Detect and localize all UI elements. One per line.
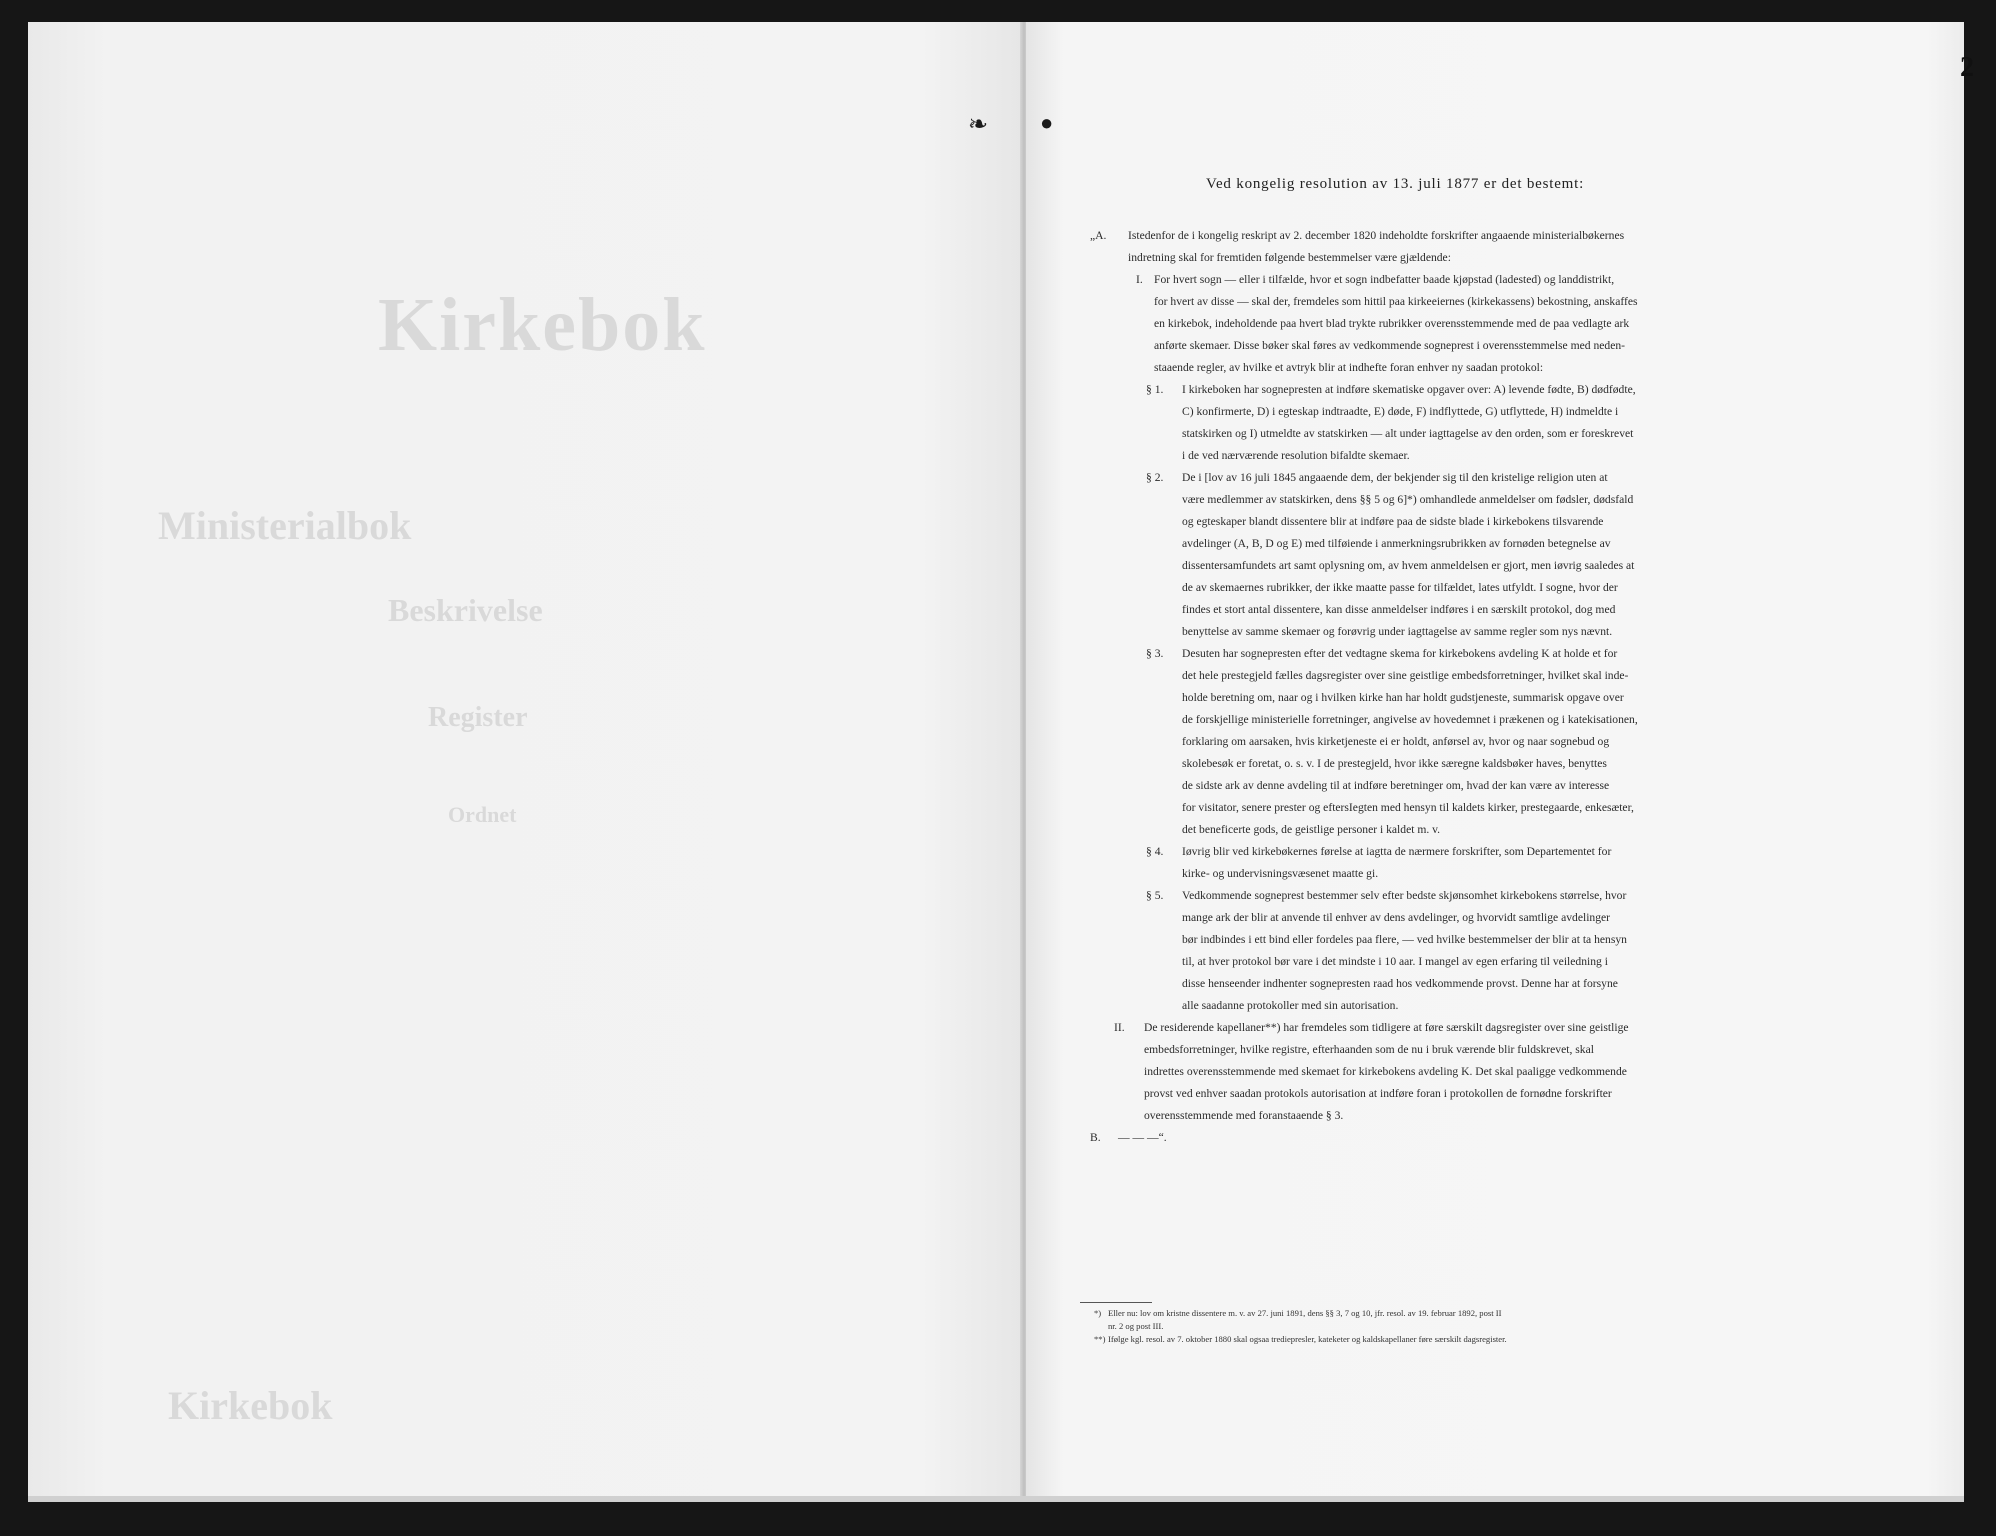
line-text: anførte skemaer. Disse bøker skal føres av vedkommende sogneprest i overensstemmelse med neden- bbox=[1154, 339, 1626, 352]
text-line bbox=[1090, 1105, 1850, 1127]
text-line bbox=[1090, 1039, 1850, 1061]
line-text: og egteskaper blandt dissentere blir at indføre paa de sidste blade i kirkebokens tilsvarende bbox=[1182, 515, 1604, 528]
line-text: være medlemmer av statskirken, dens §§ 5 og 6]*) omhandlede anmeldelser om fødsler, dødsfald bbox=[1182, 493, 1634, 506]
text-line bbox=[1090, 225, 1850, 247]
footnote-line bbox=[1094, 1307, 1828, 1320]
line-text: Desuten har sognepresten efter det vedtagne skema for kirkebokens avdeling K at holde et for bbox=[1182, 647, 1618, 660]
line-text: statskirken og I) utmeldte av statskirken — alt under iagttagelse av den orden, som er foreskrevet bbox=[1182, 427, 1634, 440]
text-line bbox=[1090, 555, 1850, 577]
text-line bbox=[1090, 643, 1850, 665]
text-line bbox=[1090, 709, 1850, 731]
line-text: for visitator, senere prester og eftersIegten med hensyn til kaldets kirker, prestegaarde, enkesæter, bbox=[1182, 801, 1634, 814]
line-marker: § 3. bbox=[1146, 647, 1164, 660]
text-line bbox=[1090, 885, 1850, 907]
showthrough-text: Kirkebok bbox=[168, 1383, 333, 1428]
line-text: det beneficerte gods, de geistlige personer i kaldet m. v. bbox=[1182, 823, 1441, 836]
text-line bbox=[1090, 467, 1850, 489]
text-line bbox=[1090, 753, 1850, 775]
footnote-text: nr. 2 og post III. bbox=[1108, 1321, 1164, 1331]
text-line bbox=[1090, 423, 1850, 445]
text-line bbox=[1090, 291, 1850, 313]
line-text: i de ved nærværende resolution bifaldte skemaer. bbox=[1182, 449, 1410, 462]
ornament-dot-icon: ● bbox=[1040, 110, 1054, 135]
line-text: For hvert sogn — eller i tilfælde, hvor et sogn indbefatter baade kjøpstad (ladested) og landdistrikt, bbox=[1154, 273, 1615, 286]
line-text: staaende regler, av hvilke et avtryk blir at indhefte foran enhver ny saadan protokol: bbox=[1154, 361, 1544, 374]
line-text: det hele prestegjeld fælles dagsregister over sine geistlige embedsforretninger, hvilket skal inde- bbox=[1182, 669, 1629, 682]
line-text: de sidste ark av denne avdeling til at indføre beretninger om, hvad der kan være av interesse bbox=[1182, 779, 1610, 792]
line-text: Iøvrig blir ved kirkebøkernes førelse at iagtta de nærmere forskrifter, som Departementet for bbox=[1182, 845, 1612, 858]
footnote-text: Ifølge kgl. resol. av 7. oktober 1880 skal ogsaa trediepresler, kateketer og kaldskapellaner føre særskilt dagsregister. bbox=[1108, 1334, 1507, 1344]
text-line bbox=[1090, 599, 1850, 621]
showthrough-text: Ministerialbok bbox=[158, 503, 412, 548]
text-line bbox=[1090, 1083, 1850, 1105]
text-line bbox=[1090, 357, 1850, 379]
line-text: holde beretning om, naar og i hvilken kirke han har holdt gudstjeneste, summarisk opgave over bbox=[1182, 691, 1624, 704]
line-text: findes et stort antal dissentere, kan disse anmeldelser indføres i en særskilt protokol, dog med bbox=[1182, 603, 1616, 616]
text-line bbox=[1090, 731, 1850, 753]
text-line bbox=[1090, 445, 1850, 467]
line-marker: § 4. bbox=[1146, 845, 1164, 858]
line-marker: II. bbox=[1114, 1021, 1125, 1034]
text-line bbox=[1090, 951, 1850, 973]
document-heading: Ved kongelig resolution av 13. juli 1877 er det bestemt: bbox=[1206, 176, 1585, 192]
text-line bbox=[1090, 1127, 1850, 1149]
text-line bbox=[1090, 313, 1850, 335]
page-number: 2 bbox=[1960, 52, 1974, 83]
line-text: dissentersamfundets art samt oplysning om, av hvem anmeldelsen er gjort, men iøvrig saaledes at bbox=[1182, 559, 1635, 572]
line-marker: § 1. bbox=[1146, 383, 1164, 396]
text-line bbox=[1090, 797, 1850, 819]
line-text: mange ark der blir at anvende til enhver av dens avdelinger, og hvorvidt samtlige avdelinger bbox=[1182, 911, 1611, 924]
text-line bbox=[1090, 1061, 1850, 1083]
left-page bbox=[28, 22, 1022, 1502]
line-text: embedsforretninger, hvilke registre, efterhaanden som de nu i bruk værende blir fuldskrevet, skal bbox=[1144, 1043, 1594, 1056]
text-line bbox=[1090, 269, 1850, 291]
showthrough-text: Kirkebok bbox=[378, 283, 707, 367]
line-text: indretning skal for fremtiden følgende bestemmelser være gjældende: bbox=[1128, 251, 1451, 264]
line-marker: § 2. bbox=[1146, 471, 1164, 484]
line-text: alle saadanne protokoller med sin autorisation. bbox=[1182, 999, 1399, 1012]
text-line bbox=[1090, 401, 1850, 423]
regulation-text bbox=[1090, 225, 1850, 1149]
footnote-marker: *) bbox=[1094, 1308, 1102, 1318]
text-line bbox=[1090, 511, 1850, 533]
line-text: de forskjellige ministerielle forretninger, angivelse av hovedemnet i prækenen og i katekisationen, bbox=[1182, 713, 1638, 726]
line-text: Istedenfor de i kongelig reskript av 2. december 1820 indeholdte forskrifter angaaende ministerialbøkernes bbox=[1128, 229, 1625, 242]
text-line bbox=[1090, 335, 1850, 357]
showthrough-text: Beskrivelse bbox=[388, 592, 543, 628]
ornament-flourish-icon: ❧ bbox=[968, 112, 989, 138]
line-text: C) konfirmerte, D) i egteskap indtraadte, E) døde, F) indflyttede, G) utflyttede, H) indmeldte i bbox=[1182, 405, 1619, 418]
line-text: — — —“. bbox=[1118, 1131, 1167, 1144]
line-text: avdelinger (A, B, D og E) med tilføiende i anmerkningsrubrikken av fornøden betegnelse av bbox=[1182, 537, 1611, 550]
footnotes bbox=[1094, 1307, 1828, 1346]
line-text: bør indbindes i ett bind eller fordeles paa flere, — ved hvilke bestemmelser der blir at ta hensyn bbox=[1182, 933, 1627, 946]
text-line bbox=[1090, 841, 1850, 863]
text-line bbox=[1090, 665, 1850, 687]
text-line bbox=[1090, 489, 1850, 511]
text-line bbox=[1090, 929, 1850, 951]
footnote-marker: **) bbox=[1094, 1334, 1106, 1344]
line-marker: „A. bbox=[1090, 229, 1107, 242]
line-text: overensstemmende med foranstaaende § 3. bbox=[1144, 1109, 1344, 1122]
line-text: De residerende kapellaner**) har fremdeles som tidligere at føre særskilt dagsregister over sine geistlige bbox=[1144, 1021, 1629, 1034]
line-text: forklaring om aarsaken, hvis kirketjeneste ei er holdt, anførsel av, hvor og naar sognebud og bbox=[1182, 735, 1610, 748]
text-line bbox=[1090, 247, 1850, 269]
line-text: til, at hver protokol bør vare i det mindste i 10 aar. I mangel av egen erfaring til veiledning i bbox=[1182, 955, 1608, 968]
footnote-divider bbox=[1080, 1302, 1152, 1303]
footnote-line bbox=[1108, 1320, 1828, 1333]
line-text: provst ved enhver saadan protokols autorisation at indføre foran i protokollen de fornødne forskrifter bbox=[1144, 1087, 1612, 1100]
text-line bbox=[1090, 687, 1850, 709]
line-text: Vedkommende sogneprest bestemmer selv efter bedste skjønsomhet kirkebokens størrelse, hvor bbox=[1182, 889, 1627, 902]
line-text: I kirkeboken har sognepresten at indføre skematiske opgaver over: A) levende fødte, B) dødfødte, bbox=[1182, 383, 1636, 396]
text-line bbox=[1090, 863, 1850, 885]
text-line bbox=[1090, 1017, 1850, 1039]
line-text: de av skemaernes rubrikker, der ikke maatte passe for tilfældet, lates utfyldt. I sogne, hvor der bbox=[1182, 581, 1618, 594]
showthrough-text: Ordnet bbox=[448, 802, 517, 827]
page-bottom-edge bbox=[28, 1496, 1964, 1502]
text-line bbox=[1090, 621, 1850, 643]
line-text: benyttelse av samme skemaer og forøvrig under iagttagelse av samme regler som nys nævnt. bbox=[1182, 625, 1613, 638]
line-text: for hvert av disse — skal der, fremdeles som hittil paa kirkeeiernes (kirkekassens) bekostning, anskaffes bbox=[1154, 295, 1638, 308]
line-text: skolebesøk er foretat, o. s. v. I de prestegjeld, hvor ikke særegne kaldsbøker haves, benyttes bbox=[1182, 757, 1607, 770]
line-text: indrettes overensstemmende med skemaet for kirkebokens avdeling K. Det skal paaligge vedkommende bbox=[1144, 1065, 1627, 1078]
showthrough-text: Register bbox=[428, 702, 528, 733]
text-line bbox=[1090, 973, 1850, 995]
line-marker: B. bbox=[1090, 1131, 1101, 1144]
text-line bbox=[1090, 907, 1850, 929]
line-marker: I. bbox=[1136, 273, 1143, 286]
text-line bbox=[1090, 379, 1850, 401]
text-line bbox=[1090, 819, 1850, 841]
line-text: en kirkebok, indeholdende paa hvert blad trykte rubrikker overensstemmende med de paa vedlagte ark bbox=[1154, 317, 1630, 330]
line-text: kirke- og undervisningsvæsenet maatte gi. bbox=[1182, 867, 1379, 880]
text-line bbox=[1090, 577, 1850, 599]
text-line bbox=[1090, 533, 1850, 555]
footnote-text: Eller nu: lov om kristne dissentere m. v. av 27. juni 1891, dens §§ 3, 7 og 10, jfr. resol. av 19. februar 1892, post II bbox=[1108, 1308, 1502, 1318]
text-line bbox=[1090, 995, 1850, 1017]
line-text: disse henseender indhenter sognepresten raad hos vedkommende provst. Denne har at forsyne bbox=[1182, 977, 1618, 990]
footnote-line bbox=[1094, 1333, 1828, 1346]
line-text: De i [lov av 16 juli 1845 angaaende dem, der bekjender sig til den kristelige religion uten at bbox=[1182, 471, 1608, 484]
line-marker: § 5. bbox=[1146, 889, 1164, 902]
text-line bbox=[1090, 775, 1850, 797]
